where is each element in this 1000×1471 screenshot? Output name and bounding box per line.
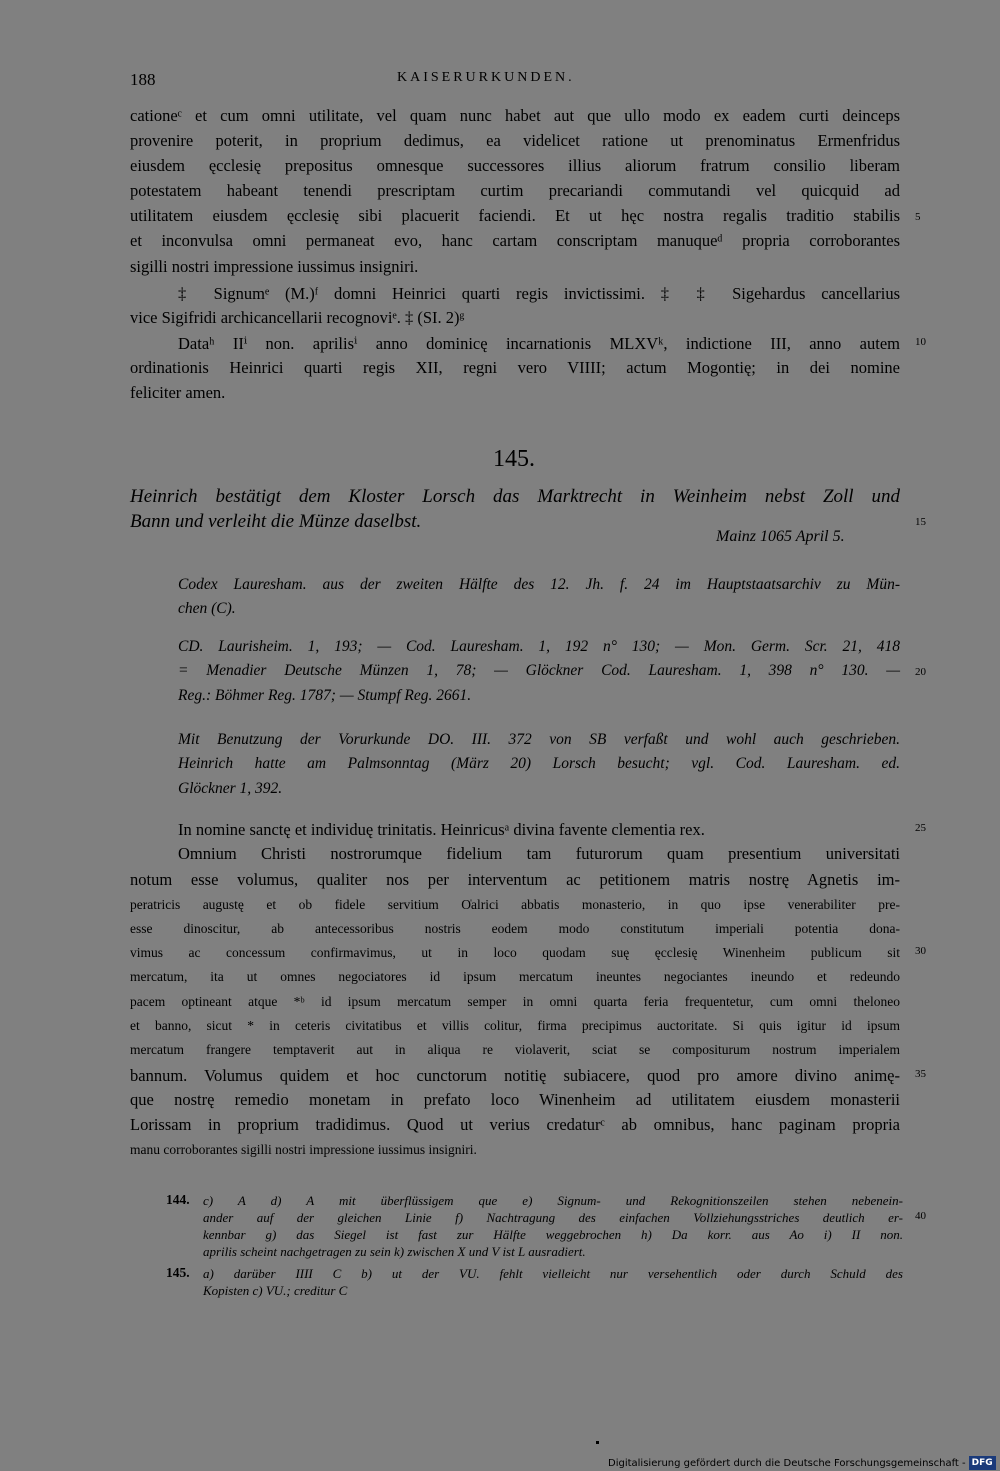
source-line: chen (C). (178, 600, 236, 617)
scan-mark (596, 1441, 599, 1444)
line-number: 25 (915, 822, 926, 834)
text-line: et banno, sicut * in ceteris civitatibus et villis colitur, firma precipimus auctoritate. Si quis igitur id ipsum (130, 1018, 900, 1033)
running-title: KAISERURKUNDEN. (397, 70, 575, 85)
line-number: 15 (915, 516, 926, 528)
text-line: In nomine sanctę et individuę trinitatis. Heinricusᵃ divina favente clementia rex. (178, 820, 705, 839)
text-line: et inconvulsa omni permaneat evo, hanc cartam conscriptam manuqueᵈ propria corroborantes (130, 231, 900, 250)
text-line: Lorissam in proprium tradidimus. Quod ut verius credaturᶜ ab omnibus, hanc paginam propria (130, 1115, 900, 1134)
source-line: Codex Lauresham. aus der zweiten Hälfte des 12. Jh. f. 24 im Hauptstaatsarchiv zu Mün- (178, 576, 900, 593)
text-line: eiusdem ęcclesię prepositus omnesque successores illius aliorum fratrum consilio liberam (130, 156, 900, 175)
dfg-logo: DFG (969, 1456, 996, 1470)
text-line: manu corroborantes sigilli nostri impressione iussimus insigniri. (130, 1142, 477, 1157)
footnote-line: Kopisten c) VU.; creditur C (203, 1283, 348, 1298)
line-number: 5 (915, 211, 921, 223)
footnote-line: a) darüber IIII C b) ut der VU. fehlt vielleicht nur versehentlich oder durch Schuld des (203, 1266, 903, 1281)
footnote-label: 144. (166, 1192, 190, 1207)
text-line: mercatum frangere temptaverit aut in aliqua re violaverit, sciat se compositurum nostrum imperialem (130, 1042, 900, 1057)
text-line: utilitatem eiusdem ęcclesię sibi placuerit faciendi. Et ut hęc nostra regalis traditio stabilis (130, 206, 900, 225)
page-number: 188 (130, 70, 156, 89)
text-line: provenire poterit, in proprium dedimus, ea videlicet ratione ut prenominatus Ermenfridus (130, 131, 900, 150)
text-line: que nostrę remedio monetam in prefato loco Winenheim ad utilitatem eiusdem monasterii (130, 1090, 900, 1109)
text-line: potestatem habeant tenendi prescriptam curtim precariandi commutandi vel quicquid ad (130, 181, 900, 200)
signum-line: vice Sigifridi archicancellarii recognoviᵉ. ‡ (SI. 2)ᵍ (130, 308, 465, 327)
text-line: vimus ac concessum confirmavimus, ut in loco quodam suę ęcclesię Winenheim publicum sit (130, 945, 900, 960)
footer-credit-text: Digitalisierung gefördert durch die Deutsche Forschungsgemeinschaft - (608, 1457, 966, 1469)
footer-credit (608, 1455, 996, 1471)
data-line: ordinationis Heinrici quarti regis XII, regni vero VIIII; actum Mogontię; in dei nomine (130, 358, 900, 377)
edition-line: = Menadier Deutsche Münzen 1, 78; — Glöckner Cod. Lauresham. 1, 398 n° 130. — (178, 662, 900, 679)
text-line: notum esse volumus, qualiter nos per interventum ac petitionem matris nostrę Agnetis im- (130, 870, 900, 889)
regest-title: Heinrich bestätigt dem Kloster Lorsch das Marktrecht in Weinheim nebst Zoll und (130, 486, 900, 507)
data-line: feliciter amen. (130, 383, 226, 402)
footnote-line: ander auf der gleichen Linie f) Nachtragung des einfachen Vollziehungsstriches deutlich er- (203, 1210, 903, 1225)
edition-line: Reg.: Böhmer Reg. 1787; — Stumpf Reg. 2661. (178, 687, 472, 704)
footnote-label: 145. (166, 1265, 190, 1280)
text-line: bannum. Volumus quidem et hoc cunctorum notitię subiacere, quod pro amore divino animę- (130, 1066, 900, 1085)
text-line: Omnium Christi nostrorumque fidelium tam futurorum quam presentium universitati (178, 844, 900, 863)
note-line: Glöckner 1, 392. (178, 780, 283, 797)
signum-line: ‡ Signumᵉ (M.)ᶠ domni Heinrici quarti regis invictissimi. ‡ ‡ Sigehardus cancellarius (178, 284, 900, 303)
note-line: Heinrich hatte am Palmsonntag (März 20) Lorsch besucht; vgl. Cod. Lauresham. ed. (178, 755, 900, 772)
place-date: Mainz 1065 April 5. (716, 528, 845, 545)
text-line: pacem optineant atque *ᵇ id ipsum mercatum semper in omni quarta feria frequentetur, cum omni theloneo (130, 994, 900, 1009)
footnote-line: c) A d) A mit überflüssigem que e) Signum- und Rekognitionszeilen stehen nebenein- (203, 1193, 903, 1208)
edition-line: CD. Laurisheim. 1, 193; — Cod. Lauresham. 1, 192 n° 130; — Mon. Germ. Scr. 21, 418 (178, 638, 900, 655)
document-number: 145. (493, 446, 535, 472)
data-line: Dataʰ IIⁱ non. aprilisⁱ anno dominicę incarnationis MLXVᵏ, indictione III, anno autem (178, 334, 900, 353)
text-line: sigilli nostri impressione iussimus insigniri. (130, 257, 419, 276)
text-line: cationeᶜ et cum omni utilitate, vel quam nunc habet aut que ullo modo ex eadem curti deinceps (130, 106, 900, 125)
text-line: peratricis augustę et ob fidele servitium O̍alrici abbatis monasterio, in quo ipse venerabiliter pre- (130, 897, 900, 912)
text-line: mercatum, ita ut omnes negociatores id ipsum mercatum ineuntes negociantes ineundo et redeundo (130, 969, 900, 984)
regest-title: Bann und verleiht die Münze daselbst. (130, 511, 422, 532)
line-number: 10 (915, 336, 926, 348)
footnote-line: aprilis scheint nachgetragen zu sein k) zwischen X und V ist L ausradiert. (203, 1244, 586, 1259)
line-number: 40 (915, 1210, 926, 1222)
line-number: 30 (915, 945, 926, 957)
line-number: 35 (915, 1068, 926, 1080)
footnote-line: kennbar g) das Siegel ist fast zur Hälfte weggebrochen h) Da korr. aus Ao i) II non. (203, 1227, 903, 1242)
note-line: Mit Benutzung der Vorurkunde DO. III. 372 von SB verfaßt und wohl auch geschrieben. (178, 731, 900, 748)
line-number: 20 (915, 666, 926, 678)
text-line: esse dinoscitur, ab antecessoribus nostris eodem modo constitutum imperiali potentia dona- (130, 921, 900, 936)
